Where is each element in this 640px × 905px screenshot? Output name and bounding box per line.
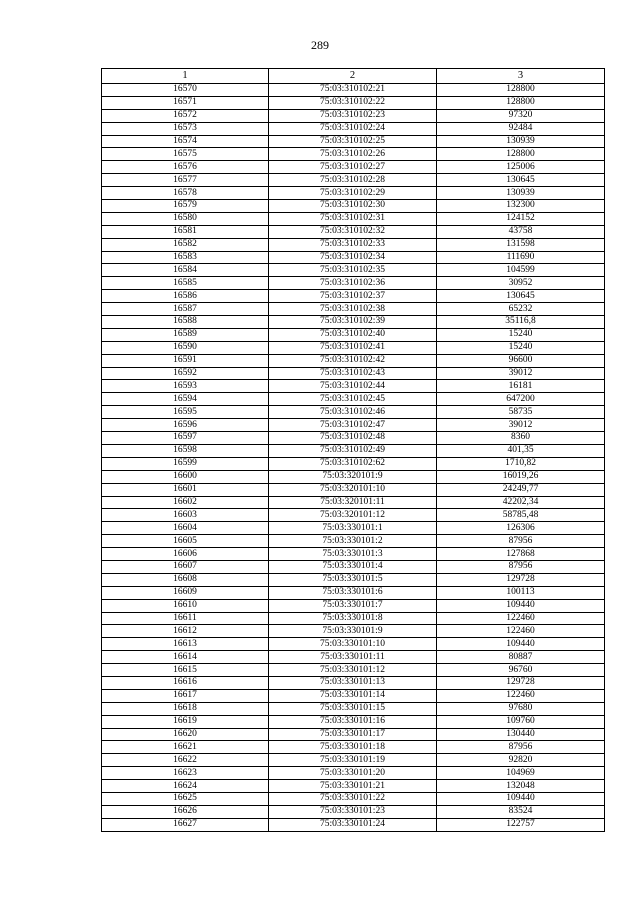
cadastral-number-cell: 75:03:330101:9 [269,625,437,638]
table-body [102,84,605,832]
table-row [102,496,605,509]
header-row [102,69,605,84]
value-cell: 35116,8 [437,316,605,329]
row-number-cell: 16575 [102,148,269,161]
cadastral-number-cell: 75:03:310102:42 [269,354,437,367]
table-row [102,264,605,277]
row-number-cell: 16616 [102,676,269,689]
value-cell: 43758 [437,225,605,238]
value-cell: 87956 [437,560,605,573]
table-row [102,470,605,483]
value-cell: 65232 [437,303,605,316]
row-number-cell: 16603 [102,509,269,522]
table-row [102,406,605,419]
row-number-cell: 16606 [102,548,269,561]
value-cell: 39012 [437,367,605,380]
value-cell: 109760 [437,715,605,728]
row-number-cell: 16570 [102,84,269,97]
value-cell: 87956 [437,535,605,548]
value-cell: 97320 [437,109,605,122]
table-row [102,586,605,599]
table-row [102,200,605,213]
value-cell: 100113 [437,586,605,599]
cadastral-number-cell: 75:03:310102:22 [269,96,437,109]
cadastral-number-cell: 75:03:310102:39 [269,316,437,329]
row-number-cell: 16580 [102,212,269,225]
row-number-cell: 16611 [102,612,269,625]
cadastral-number-cell: 75:03:310102:32 [269,225,437,238]
table-row [102,483,605,496]
value-cell: 58735 [437,406,605,419]
row-number-cell: 16586 [102,290,269,303]
cadastral-number-cell: 75:03:330101:20 [269,767,437,780]
value-cell: 83524 [437,805,605,818]
value-cell: 126306 [437,522,605,535]
column-header-3: 3 [437,69,605,84]
cadastral-number-cell: 75:03:320101:10 [269,483,437,496]
value-cell: 131598 [437,238,605,251]
cadastral-number-cell: 75:03:310102:41 [269,341,437,354]
table-row [102,457,605,470]
table-row [102,754,605,767]
value-cell: 92820 [437,754,605,767]
cadastral-number-cell: 75:03:330101:7 [269,599,437,612]
table-row [102,444,605,457]
row-number-cell: 16600 [102,470,269,483]
table-row [102,432,605,445]
registry-table [101,68,605,832]
cadastral-number-cell: 75:03:310102:33 [269,238,437,251]
cadastral-number-cell: 75:03:310102:34 [269,251,437,264]
cadastral-number-cell: 75:03:310102:31 [269,212,437,225]
table-row [102,122,605,135]
value-cell: 130645 [437,174,605,187]
row-number-cell: 16599 [102,457,269,470]
value-cell: 128800 [437,84,605,97]
table-row [102,818,605,831]
table-row [102,84,605,97]
value-cell: 130645 [437,290,605,303]
value-cell: 132048 [437,780,605,793]
table-header [102,69,605,84]
cadastral-number-cell: 75:03:320101:12 [269,509,437,522]
value-cell: 132300 [437,200,605,213]
row-number-cell: 16582 [102,238,269,251]
cadastral-number-cell: 75:03:330101:6 [269,586,437,599]
value-cell: 96760 [437,664,605,677]
row-number-cell: 16617 [102,689,269,702]
cadastral-number-cell: 75:03:310102:49 [269,444,437,457]
table-row [102,548,605,561]
cadastral-number-cell: 75:03:330101:10 [269,638,437,651]
value-cell: 109440 [437,638,605,651]
cadastral-number-cell: 75:03:310102:46 [269,406,437,419]
value-cell: 129728 [437,676,605,689]
value-cell: 122460 [437,625,605,638]
cadastral-number-cell: 75:03:310102:27 [269,161,437,174]
value-cell: 8360 [437,432,605,445]
cadastral-number-cell: 75:03:330101:19 [269,754,437,767]
table-row [102,393,605,406]
value-cell: 122460 [437,612,605,625]
cadastral-number-cell: 75:03:310102:25 [269,135,437,148]
value-cell: 109440 [437,599,605,612]
value-cell: 39012 [437,419,605,432]
cadastral-number-cell: 75:03:330101:17 [269,728,437,741]
cadastral-number-cell: 75:03:310102:45 [269,393,437,406]
row-number-cell: 16578 [102,187,269,200]
row-number-cell: 16624 [102,780,269,793]
cadastral-number-cell: 75:03:330101:14 [269,689,437,702]
table-row [102,367,605,380]
cadastral-number-cell: 75:03:310102:43 [269,367,437,380]
row-number-cell: 16581 [102,225,269,238]
table-row [102,780,605,793]
table-row [102,599,605,612]
row-number-cell: 16625 [102,792,269,805]
value-cell: 127868 [437,548,605,561]
table-row [102,290,605,303]
cadastral-number-cell: 75:03:330101:8 [269,612,437,625]
cadastral-number-cell: 75:03:310102:23 [269,109,437,122]
row-number-cell: 16607 [102,560,269,573]
table-row [102,316,605,329]
cadastral-number-cell: 75:03:330101:22 [269,792,437,805]
value-cell: 124152 [437,212,605,225]
row-number-cell: 16605 [102,535,269,548]
table-row [102,509,605,522]
table-row [102,303,605,316]
row-number-cell: 16587 [102,303,269,316]
row-number-cell: 16593 [102,380,269,393]
cadastral-number-cell: 75:03:310102:40 [269,328,437,341]
table-row [102,612,605,625]
value-cell: 80887 [437,651,605,664]
value-cell: 647200 [437,393,605,406]
cadastral-number-cell: 75:03:330101:13 [269,676,437,689]
table-row [102,419,605,432]
row-number-cell: 16608 [102,573,269,586]
cadastral-number-cell: 75:03:330101:15 [269,702,437,715]
table-row [102,251,605,264]
row-number-cell: 16596 [102,419,269,432]
row-number-cell: 16627 [102,818,269,831]
row-number-cell: 16572 [102,109,269,122]
table-row [102,109,605,122]
value-cell: 128800 [437,96,605,109]
value-cell: 24249,77 [437,483,605,496]
cadastral-number-cell: 75:03:330101:23 [269,805,437,818]
table-row [102,212,605,225]
cadastral-number-cell: 75:03:310102:44 [269,380,437,393]
table-row [102,277,605,290]
row-number-cell: 16576 [102,161,269,174]
row-number-cell: 16584 [102,264,269,277]
table-row [102,728,605,741]
row-number-cell: 16621 [102,741,269,754]
cadastral-number-cell: 75:03:330101:3 [269,548,437,561]
row-number-cell: 16591 [102,354,269,367]
cadastral-number-cell: 75:03:310102:37 [269,290,437,303]
table-row [102,135,605,148]
row-number-cell: 16579 [102,200,269,213]
cadastral-number-cell: 75:03:330101:16 [269,715,437,728]
row-number-cell: 16592 [102,367,269,380]
value-cell: 1710,82 [437,457,605,470]
table-row [102,148,605,161]
row-number-cell: 16601 [102,483,269,496]
table-row [102,702,605,715]
row-number-cell: 16619 [102,715,269,728]
row-number-cell: 16585 [102,277,269,290]
table-row [102,341,605,354]
table-row [102,187,605,200]
value-cell: 128800 [437,148,605,161]
cadastral-number-cell: 75:03:310102:24 [269,122,437,135]
value-cell: 15240 [437,328,605,341]
cadastral-number-cell: 75:03:310102:21 [269,84,437,97]
cadastral-number-cell: 75:03:320101:11 [269,496,437,509]
row-number-cell: 16590 [102,341,269,354]
table-row [102,715,605,728]
cadastral-number-cell: 75:03:310102:29 [269,187,437,200]
value-cell: 58785,48 [437,509,605,522]
table-row [102,522,605,535]
row-number-cell: 16594 [102,393,269,406]
value-cell: 15240 [437,341,605,354]
table-row [102,676,605,689]
value-cell: 92484 [437,122,605,135]
value-cell: 109440 [437,792,605,805]
table-row [102,354,605,367]
row-number-cell: 16577 [102,174,269,187]
table-row [102,573,605,586]
value-cell: 401,35 [437,444,605,457]
value-cell: 125006 [437,161,605,174]
column-header-1: 1 [102,69,269,84]
table-row [102,560,605,573]
table-row [102,225,605,238]
cadastral-number-cell: 75:03:310102:48 [269,432,437,445]
row-number-cell: 16597 [102,432,269,445]
cadastral-number-cell: 75:03:330101:21 [269,780,437,793]
value-cell: 130440 [437,728,605,741]
row-number-cell: 16612 [102,625,269,638]
value-cell: 42202,34 [437,496,605,509]
row-number-cell: 16620 [102,728,269,741]
row-number-cell: 16574 [102,135,269,148]
cadastral-number-cell: 75:03:310102:28 [269,174,437,187]
cadastral-number-cell: 75:03:310102:62 [269,457,437,470]
value-cell: 130939 [437,135,605,148]
row-number-cell: 16595 [102,406,269,419]
table-row [102,664,605,677]
value-cell: 111690 [437,251,605,264]
page-number: 289 [311,38,329,52]
value-cell: 30952 [437,277,605,290]
value-cell: 16181 [437,380,605,393]
cadastral-number-cell: 75:03:320101:9 [269,470,437,483]
value-cell: 87956 [437,741,605,754]
table-row [102,625,605,638]
cadastral-number-cell: 75:03:330101:5 [269,573,437,586]
table-row [102,174,605,187]
value-cell: 104599 [437,264,605,277]
cadastral-number-cell: 75:03:310102:30 [269,200,437,213]
table-row [102,238,605,251]
row-number-cell: 16583 [102,251,269,264]
cadastral-number-cell: 75:03:330101:12 [269,664,437,677]
row-number-cell: 16613 [102,638,269,651]
row-number-cell: 16623 [102,767,269,780]
row-number-cell: 16615 [102,664,269,677]
row-number-cell: 16589 [102,328,269,341]
cadastral-number-cell: 75:03:330101:24 [269,818,437,831]
value-cell: 104969 [437,767,605,780]
row-number-cell: 16622 [102,754,269,767]
row-number-cell: 16614 [102,651,269,664]
cadastral-number-cell: 75:03:330101:1 [269,522,437,535]
table-row [102,535,605,548]
row-number-cell: 16573 [102,122,269,135]
cadastral-number-cell: 75:03:310102:36 [269,277,437,290]
table-row [102,638,605,651]
row-number-cell: 16588 [102,316,269,329]
cadastral-number-cell: 75:03:310102:47 [269,419,437,432]
row-number-cell: 16626 [102,805,269,818]
table-row [102,689,605,702]
cadastral-number-cell: 75:03:330101:2 [269,535,437,548]
value-cell: 16019,26 [437,470,605,483]
cadastral-number-cell: 75:03:330101:18 [269,741,437,754]
cadastral-number-cell: 75:03:310102:38 [269,303,437,316]
value-cell: 129728 [437,573,605,586]
value-cell: 130939 [437,187,605,200]
table-row [102,96,605,109]
value-cell: 122757 [437,818,605,831]
row-number-cell: 16604 [102,522,269,535]
row-number-cell: 16618 [102,702,269,715]
value-cell: 97680 [437,702,605,715]
cadastral-number-cell: 75:03:330101:11 [269,651,437,664]
row-number-cell: 16602 [102,496,269,509]
table-row [102,805,605,818]
cadastral-number-cell: 75:03:310102:35 [269,264,437,277]
value-cell: 122460 [437,689,605,702]
table-row [102,767,605,780]
row-number-cell: 16610 [102,599,269,612]
cadastral-number-cell: 75:03:310102:26 [269,148,437,161]
row-number-cell: 16598 [102,444,269,457]
row-number-cell: 16609 [102,586,269,599]
column-header-2: 2 [269,69,437,84]
table-row [102,651,605,664]
table-row [102,741,605,754]
table-row [102,380,605,393]
table-row [102,161,605,174]
row-number-cell: 16571 [102,96,269,109]
cadastral-number-cell: 75:03:330101:4 [269,560,437,573]
value-cell: 96600 [437,354,605,367]
table-row [102,792,605,805]
table-row [102,328,605,341]
